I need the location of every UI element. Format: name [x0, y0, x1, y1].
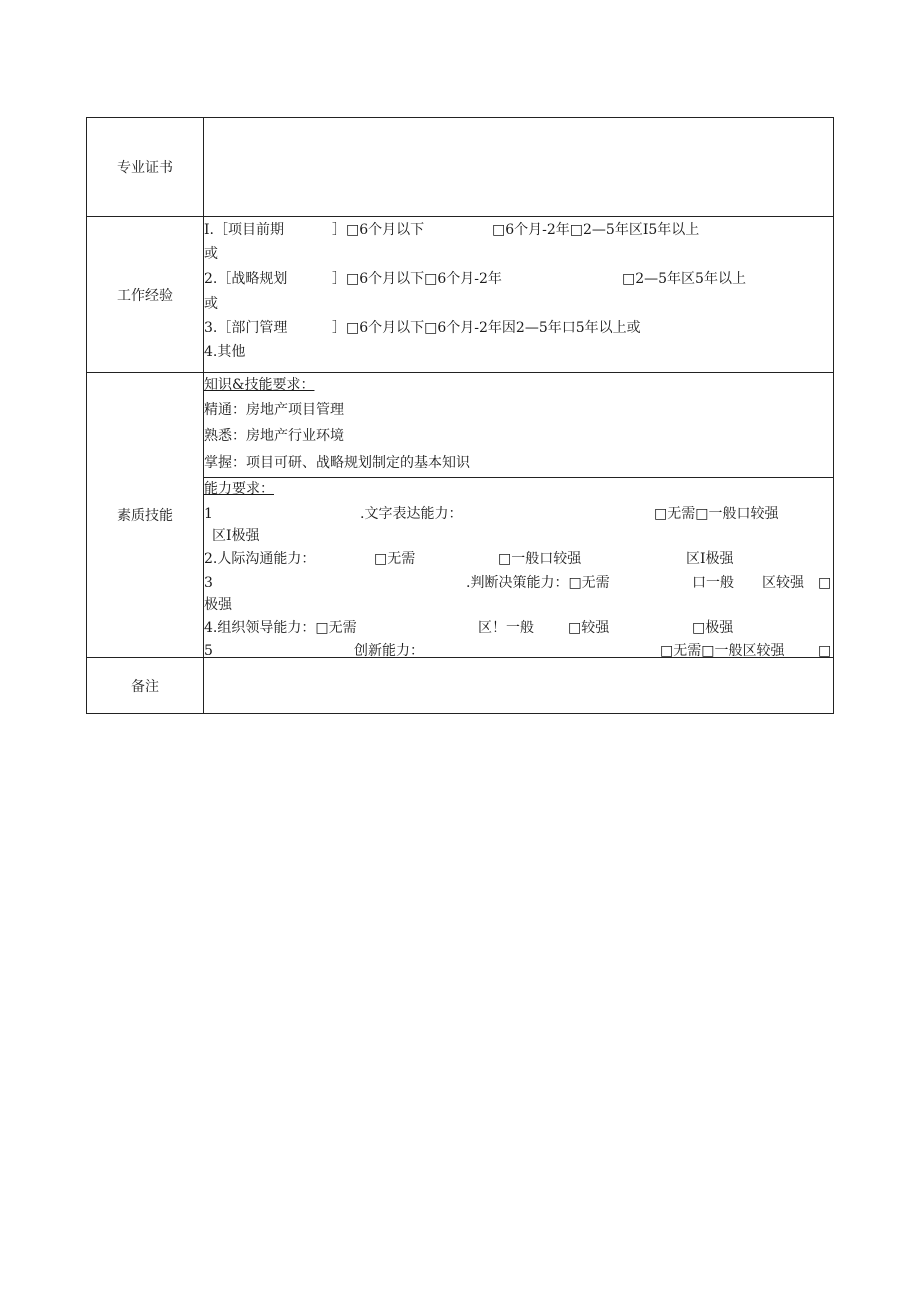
certificate-content	[204, 118, 833, 216]
exp-item-3-name: 3.［部门管理	[204, 320, 288, 336]
remark-content	[204, 658, 833, 713]
label-certificate: 专业证书	[87, 118, 204, 216]
exp-item-3-opts: ］□6个月以下□6个月-2年因2—5年口5年以上或	[332, 320, 641, 336]
ability-2-opt-2: □一般口较强	[498, 551, 582, 567]
ability-3-opt-1: 口一般	[692, 575, 734, 591]
ability-2-opt-3: 区I极强	[686, 551, 734, 567]
row-remark	[87, 658, 833, 713]
ability-3-cont: 极强	[204, 597, 232, 613]
job-form-table	[86, 117, 834, 714]
label-experience: 工作经验	[87, 217, 204, 372]
knowledge-line-1: 精通：房地产项目管理	[204, 402, 344, 418]
ability-2-name: 2.人际沟通能力：	[204, 551, 316, 567]
row-certificate	[87, 118, 833, 217]
exp-item-2-opts-b: □2—5年区5年以上	[622, 271, 746, 287]
ability-3-opt-3: □	[818, 575, 832, 591]
ability-1-options: □无需□一般口较强	[654, 506, 779, 522]
knowledge-line-3: 掌握：项目可研、战略规划制定的基本知识	[204, 455, 470, 471]
row-experience	[87, 217, 833, 373]
ability-5-name: 创新能力：	[354, 643, 424, 657]
ability-5-options: □无需□一般区较强	[660, 643, 785, 657]
experience-content	[204, 217, 833, 372]
label-quality: 素质技能	[87, 373, 204, 657]
exp-item-1-or: 或	[204, 246, 218, 262]
ability-5-num: 5	[204, 643, 213, 657]
ability-4-name: 4.组织领导能力：□无需	[204, 620, 357, 636]
ability-1-name: .文字表达能力：	[360, 506, 463, 522]
exp-item-2-name: 2.［战略规划	[204, 271, 288, 287]
ability-4-opt-2: □较强	[568, 620, 610, 636]
label-remark: 备注	[87, 658, 204, 713]
exp-item-1-opts-a: ］□6个月以下	[332, 222, 425, 238]
ability-1-num: 1	[204, 506, 213, 522]
ability-4-opt-1: 区！一般	[478, 620, 534, 636]
quality-content	[204, 373, 833, 657]
exp-item-4: 4.其他	[204, 344, 246, 360]
ability-3-opt-2: 区较强	[762, 575, 804, 591]
ability-1-cont: 区I极强	[212, 528, 260, 544]
exp-item-2-opts-a: ］□6个月以下□6个月-2年	[332, 271, 502, 287]
exp-item-2-or: 或	[204, 296, 218, 312]
ability-3-name: .判断决策能力：□无需	[466, 575, 610, 591]
ability-5-opt-3: □	[818, 643, 832, 657]
knowledge-title: 知识&技能要求：	[204, 377, 315, 393]
exp-item-1-name: I.［项目前期	[204, 222, 284, 238]
ability-3-num: 3	[204, 575, 213, 591]
ability-divider	[204, 477, 833, 478]
ability-4-opt-3: □极强	[692, 620, 734, 636]
row-quality	[87, 373, 833, 658]
knowledge-line-2: 熟悉：房地产行业环境	[204, 428, 344, 444]
ability-title: 能力要求：	[204, 481, 274, 497]
ability-2-opt-1: □无需	[374, 551, 416, 567]
exp-item-1-opts-b: □6个月-2年□2—5年区I5年以上	[492, 222, 700, 238]
